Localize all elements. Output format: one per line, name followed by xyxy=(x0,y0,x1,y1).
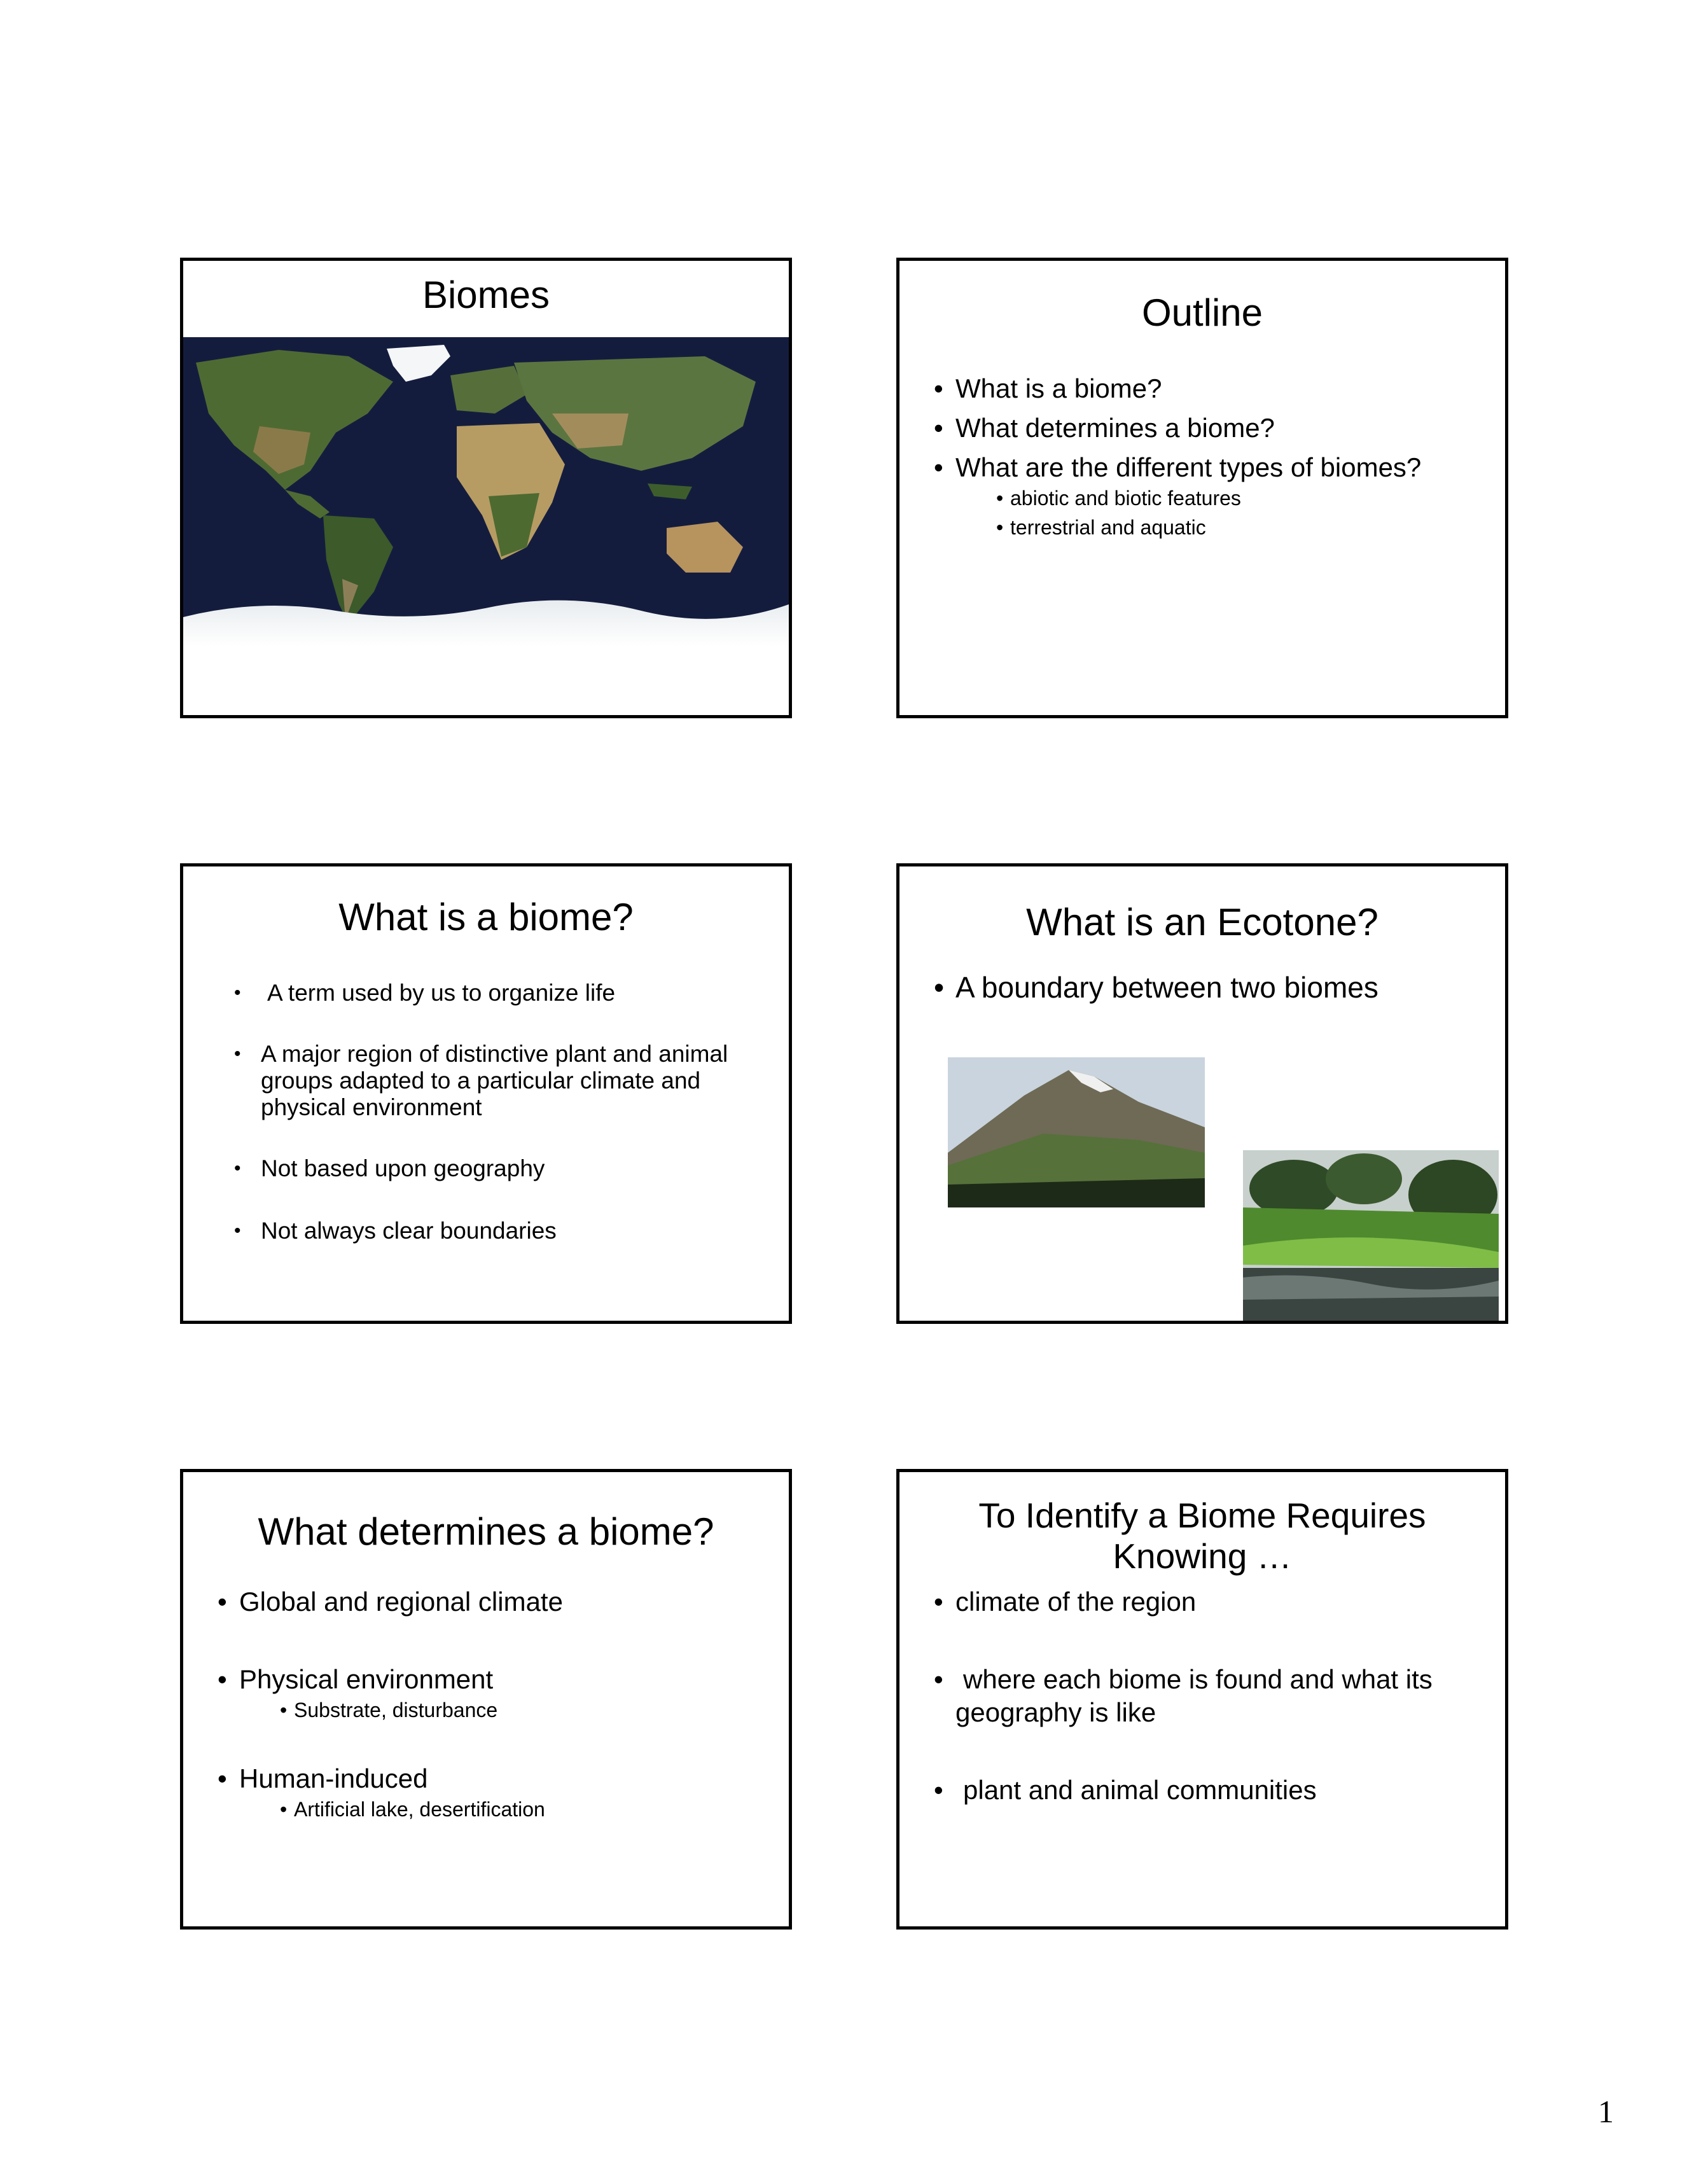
bullet-item: • A boundary between two biomes xyxy=(934,971,1378,1004)
bullet-item: • Global and regional climate xyxy=(218,1587,563,1617)
sub-bullet-list xyxy=(996,483,1480,542)
slide-what-is-a-biome xyxy=(180,863,792,1324)
bullet-item: • Physical environment xyxy=(218,1664,494,1694)
world-map-image xyxy=(183,337,789,646)
bullet-list xyxy=(934,968,1494,1006)
bullet-list xyxy=(234,980,756,1244)
bullet-item: • What is a biome? xyxy=(934,373,1162,403)
mountain-photo xyxy=(948,1057,1205,1207)
bullet-list xyxy=(934,369,1494,487)
bullet-item: • Human-induced xyxy=(218,1763,428,1793)
bullet-item: • Not based upon geography xyxy=(234,1155,545,1181)
sub-bullet-item: • terrestrial and aquatic xyxy=(996,516,1206,539)
bullet-item: • where each biome is found and what its geography is like xyxy=(934,1664,1433,1727)
bullet-list xyxy=(934,1585,1455,1807)
slide-outline xyxy=(896,258,1508,718)
bullet-item: • A term used by us to organize life xyxy=(234,980,616,1006)
wetland-photo xyxy=(1243,1150,1499,1322)
slide-biomes xyxy=(180,258,792,718)
bullet-item: • plant and animal communities xyxy=(934,1775,1317,1805)
bullet-item: • climate of the region xyxy=(934,1587,1197,1617)
slide-title: What is a biome? xyxy=(338,896,634,938)
sub-bullet-item: • Substrate, disturbance xyxy=(280,1699,498,1721)
bullet-item: • What determines a biome? xyxy=(934,413,1275,443)
slide-title: Outline xyxy=(1141,291,1263,334)
slide-identify-biome xyxy=(896,1469,1508,1930)
bullet-item: • Not always clear boundaries xyxy=(234,1218,557,1244)
slide-what-determines xyxy=(180,1469,792,1930)
sub-bullet-item: • Artificial lake, desertification xyxy=(280,1798,545,1821)
sub-bullet-item: • abiotic and biotic features xyxy=(996,487,1241,510)
bullet-item: • What are the different types of biomes? xyxy=(934,452,1422,482)
bullet-item: • A major region of distinctive plant and animal groups adapted to a particular climate and physical environment xyxy=(234,1041,728,1120)
slide-title: What is an Ecotone? xyxy=(1026,901,1378,943)
slide-title: Biomes xyxy=(422,274,550,316)
page-number: 1 xyxy=(1598,2094,1614,2129)
slide-title: What determines a biome? xyxy=(258,1510,714,1553)
slide-title: To Identify a Biome Requires Knowing … xyxy=(978,1496,1426,1576)
slide-ecotone xyxy=(896,863,1508,1324)
bullet-list xyxy=(218,1585,777,1823)
